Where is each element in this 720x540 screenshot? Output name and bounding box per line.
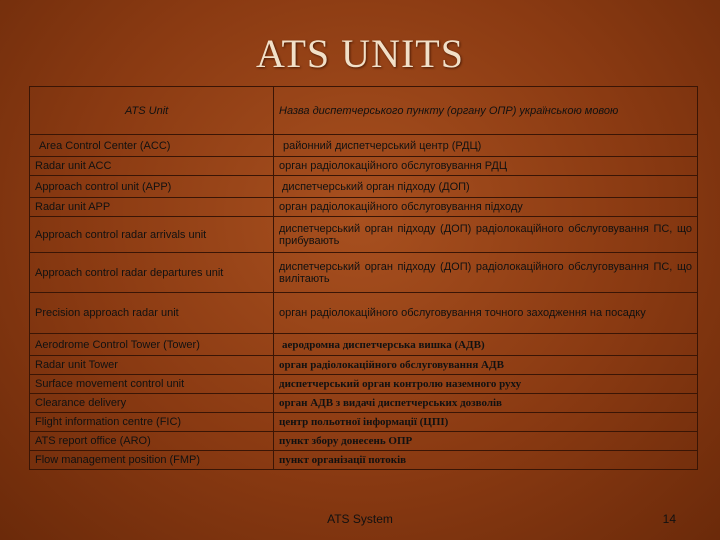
- unit-name: Approach control radar departures unit: [30, 253, 274, 293]
- table-row: [30, 451, 698, 470]
- unit-name-ua: районний диспетчерський центр (РДЦ): [274, 135, 698, 157]
- table-row: [30, 334, 698, 356]
- unit-name: Approach control radar arrivals unit: [30, 217, 274, 253]
- unit-name: Aerodrome Control Tower (Tower): [30, 334, 274, 356]
- unit-name-ua: орган радіолокаційного обслуговування АДВ: [274, 356, 698, 375]
- unit-name: Radar unit ACC: [30, 157, 274, 176]
- header-ukrainian-name: Назва диспетчерського пункту (органу ОПР) українською мовою: [274, 87, 698, 135]
- table-row: [30, 198, 698, 217]
- footer-text: ATS System: [327, 512, 393, 526]
- unit-name: Clearance delivery: [30, 394, 274, 413]
- unit-name: ATS report office (ARO): [30, 432, 274, 451]
- unit-name-ua: центр польотної інформації (ЦПІ): [274, 413, 698, 432]
- unit-name-ua: орган радіолокаційного обслуговування точного заходження на посадку: [274, 293, 698, 334]
- unit-name: Surface movement control unit: [30, 375, 274, 394]
- unit-name-ua: аеродромна диспетчерська вишка (АДВ): [274, 334, 698, 356]
- table-row: [30, 375, 698, 394]
- unit-name: Flight information centre (FIC): [30, 413, 274, 432]
- unit-name-ua: орган радіолокаційного обслуговування РДЦ: [274, 157, 698, 176]
- table-row: [30, 293, 698, 334]
- table-row: [30, 394, 698, 413]
- unit-name: Approach control unit (APP): [30, 176, 274, 198]
- header-ats-unit: ATS Unit: [30, 87, 274, 135]
- table-row: [30, 356, 698, 375]
- table-row: [30, 217, 698, 253]
- unit-name: Precision approach radar unit: [30, 293, 274, 334]
- unit-name-ua: пункт збору донесень ОПР: [274, 432, 698, 451]
- table-row: [30, 135, 698, 157]
- ats-units-table: [29, 86, 698, 470]
- unit-name: Flow management position (FMP): [30, 451, 274, 470]
- unit-name-ua: диспетчерський орган підходу (ДОП): [274, 176, 698, 198]
- page-number: 14: [662, 512, 676, 526]
- slide-title: ATS UNITS: [256, 31, 464, 76]
- unit-name-ua: орган радіолокаційного обслуговування підходу: [274, 198, 698, 217]
- unit-name: Radar unit Tower: [30, 356, 274, 375]
- unit-name-ua: диспетчерський орган підходу (ДОП) радіолокаційного обслуговування ПС, що вилітають: [274, 253, 698, 293]
- table-row: [30, 253, 698, 293]
- unit-name: Area Control Center (ACC): [30, 135, 274, 157]
- table-header-row: [30, 87, 698, 135]
- unit-name: Radar unit APP: [30, 198, 274, 217]
- unit-name-ua: орган АДВ з видачі диспетчерських дозволів: [274, 394, 698, 413]
- table-row: [30, 157, 698, 176]
- unit-name-ua: пункт організації потоків: [274, 451, 698, 470]
- table-row: [30, 432, 698, 451]
- unit-name-ua: диспетчерський орган контролю наземного руху: [274, 375, 698, 394]
- table-row: [30, 413, 698, 432]
- unit-name-ua: диспетчерський орган підходу (ДОП) радіолокаційного обслуговування ПС, що прибувають: [274, 217, 698, 253]
- table-row: [30, 176, 698, 198]
